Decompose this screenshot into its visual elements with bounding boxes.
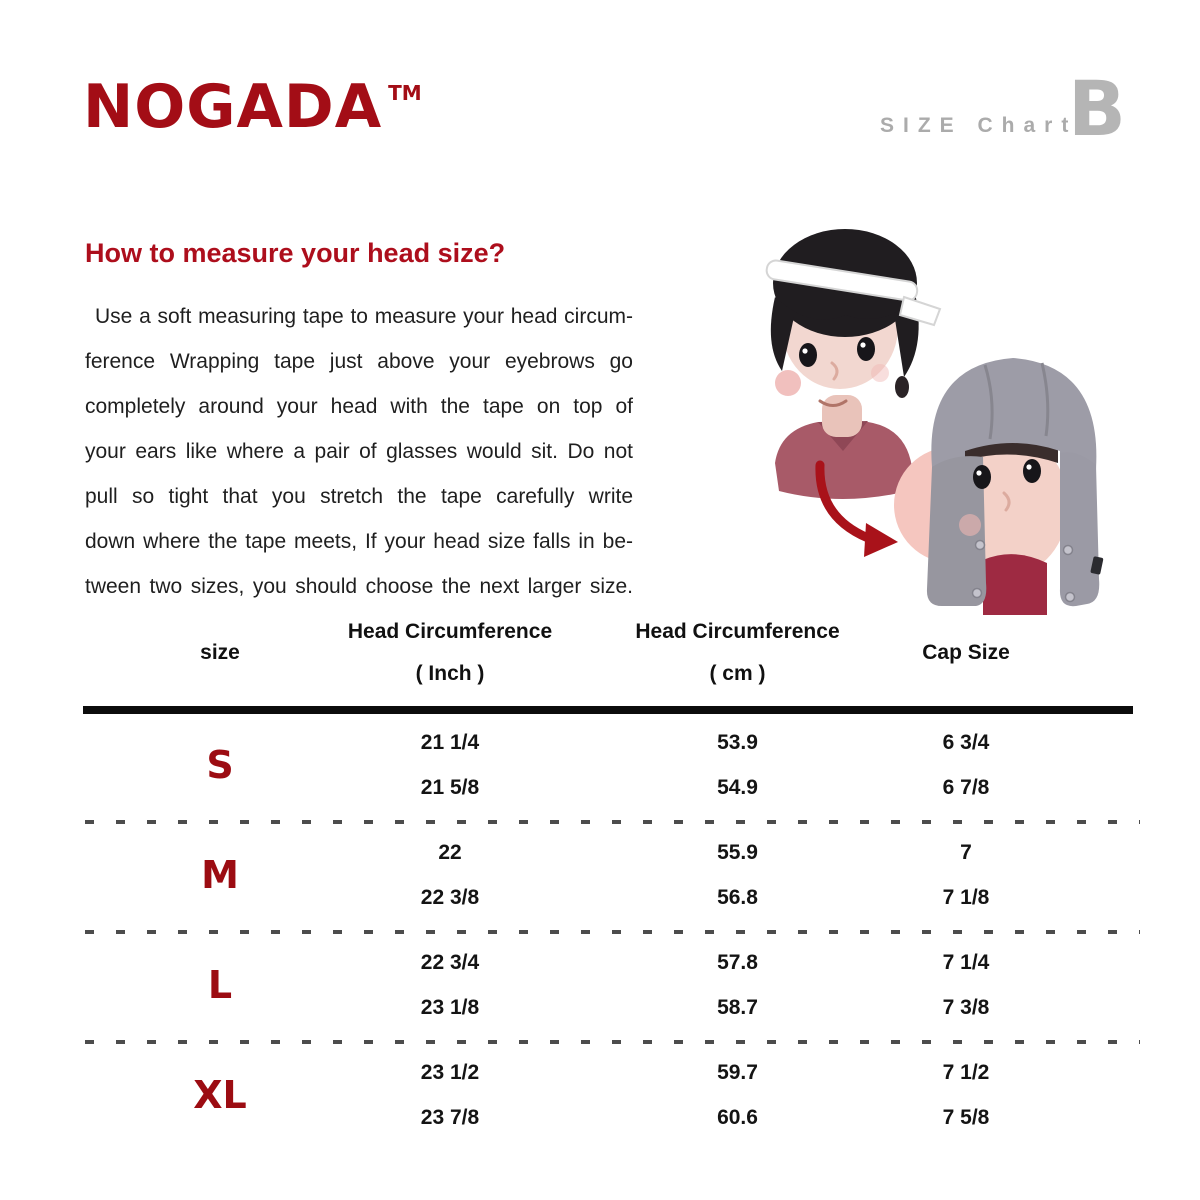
inch-value: 22 3/4 <box>420 950 480 974</box>
paragraph-line: pull so tight that you stretch the tape carefully write <box>85 485 633 508</box>
size-table-body <box>85 714 1140 1150</box>
cm-value: 53.9 <box>717 730 758 754</box>
column-header-size: size <box>200 641 240 664</box>
table-row-s <box>85 714 1140 820</box>
column-header-inch <box>347 620 553 686</box>
inch-value: 23 1/8 <box>420 995 480 1019</box>
cap-value: 7 5/8 <box>942 1105 990 1129</box>
cm-value: 57.8 <box>717 950 758 974</box>
column-header-cm-line2: ( cm ) <box>709 662 766 685</box>
inch-value: 22 <box>438 840 462 864</box>
cm-value: 58.7 <box>717 995 758 1019</box>
paragraph-line: completely around your head with the tape on top of <box>85 395 633 418</box>
table-header-rule <box>83 706 1133 714</box>
size-label: M <box>201 853 239 897</box>
cm-value: 59.7 <box>717 1060 758 1084</box>
cap-value: 7 1/2 <box>942 1060 990 1084</box>
column-header-cap-size: Cap Size <box>922 641 1010 664</box>
howto-paragraph <box>85 302 633 617</box>
paragraph-line: your ears like where a pair of glasses would sit. Do not <box>85 440 633 463</box>
cap-value: 7 3/8 <box>942 995 990 1019</box>
inch-value: 22 3/8 <box>420 885 480 909</box>
size-label: L <box>207 963 233 1007</box>
column-header-inch-line2: ( Inch ) <box>415 662 485 685</box>
howto-heading: How to measure your head size? <box>85 238 506 268</box>
cm-value: 54.9 <box>717 775 758 799</box>
table-row-m <box>85 824 1140 930</box>
paragraph-line: tween two sizes, you should choose the next larger size. <box>85 575 633 598</box>
head-measuring-illustration <box>680 200 1150 620</box>
inch-value: 23 1/2 <box>420 1060 480 1084</box>
cap-value: 6 3/4 <box>942 730 990 754</box>
column-header-cm-line1: Head Circumference <box>635 620 840 643</box>
inch-value: 23 7/8 <box>420 1105 480 1129</box>
inch-value: 21 5/8 <box>420 775 480 799</box>
size-table-header <box>85 620 1135 686</box>
table-row-xl <box>85 1044 1140 1150</box>
size-chart-label: SIZE Chart <box>880 114 1078 137</box>
column-header-inch-line1: Head Circumference <box>347 620 553 643</box>
brand-logo <box>83 72 422 142</box>
paragraph-line: down where the tape meets, If your head size falls in be- <box>85 530 633 553</box>
cap-value: 7 1/4 <box>942 950 990 974</box>
size-label: XL <box>193 1073 247 1117</box>
person-with-cap-illustration <box>894 358 1104 615</box>
cap-value: 6 7/8 <box>942 775 990 799</box>
cm-value: 55.9 <box>717 840 758 864</box>
size-label: S <box>206 743 234 787</box>
trademark-symbol: TM <box>388 81 422 105</box>
column-header-cm <box>545 620 930 686</box>
cm-value: 60.6 <box>717 1105 758 1129</box>
brand-logo-text: NOGADA <box>83 72 383 142</box>
paragraph-line: Use a soft measuring tape to measure your head circum- <box>95 305 633 328</box>
cm-value: 56.8 <box>717 885 758 909</box>
cap-value: 7 <box>960 840 972 864</box>
inch-value: 21 1/4 <box>420 730 480 754</box>
person-with-tape-illustration <box>765 229 940 499</box>
chart-letter-b: B <box>1068 64 1126 153</box>
table-row-l <box>85 934 1140 1040</box>
paragraph-line: ference Wrapping tape just above your eyebrows go <box>85 350 633 373</box>
cap-value: 7 1/8 <box>942 885 990 909</box>
